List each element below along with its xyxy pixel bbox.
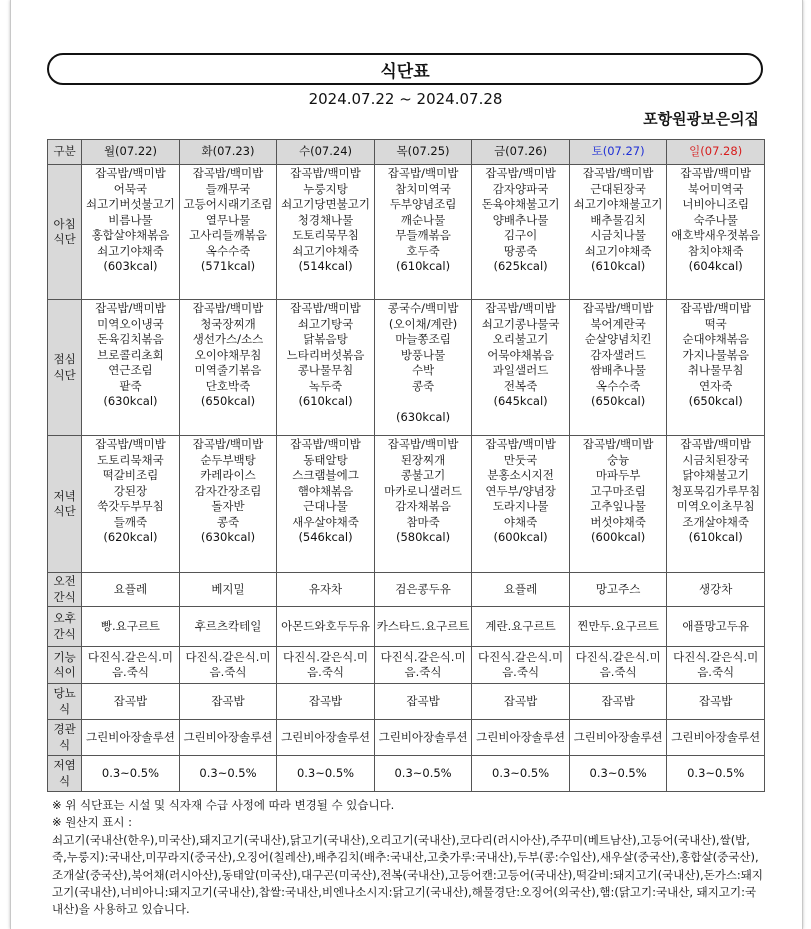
menu-cell: 잡곡밥/백미밥 시금치된장국 닭야채불고기 청포묵김가루무침 미역오이초무침 조개살야채죽 (610kcal)	[667, 436, 765, 573]
row-label-afternoon-snack: 오후 간식	[48, 607, 82, 647]
menu-cell: 잡곡밥/백미밥 동태알탕 스크램블에그 햄야채볶음 근대나물 새우살야채죽 (546kcal)	[277, 436, 375, 573]
menu-cell: 0.3~0.5%	[569, 756, 667, 792]
menu-cell: 잡곡밥/백미밥 누룽지탕 쇠고기당면불고기 청경채나물 도토리묵무침 쇠고기야채죽 (514kcal)	[277, 165, 375, 300]
menu-cell: 잡곡밥/백미밥 들깨무국 고등어시래기조림 열무나물 고사리들깨볶음 옥수수죽 (571kcal)	[179, 165, 277, 300]
menu-cell: 다진식.갈은식.미음.죽식	[472, 647, 570, 684]
menu-cell: 다진식.갈은식.미음.죽식	[569, 647, 667, 684]
menu-cell: 생강차	[667, 573, 765, 607]
menu-cell: 잡곡밥/백미밥 쇠고기탕국 닭볶음탕 느타리버섯볶음 콩나물무침 녹두죽 (610kcal)	[277, 300, 375, 436]
page-title	[47, 53, 763, 85]
row-label-lunch: 점심 식단	[48, 300, 82, 436]
day-header-sun: 일(07.28)	[667, 140, 765, 165]
menu-cell: 잡곡밥/백미밥 청국장찌개 생선가스/소스 오이야채무침 미역줄기볶음 단호박죽 (650kcal)	[179, 300, 277, 436]
table-row-functional-diet	[48, 647, 765, 684]
row-label-tube-feeding: 경관 식	[48, 720, 82, 756]
menu-cell: 콩국수/백미밥 (오이채/계란) 마늘쫑조림 방풍나물 수박 콩죽 (630kcal)	[374, 300, 472, 436]
menu-cell: 잡곡밥/백미밥 어묵국 쇠고기버섯불고기 비름나물 홍합살야채볶음 쇠고기야채죽 (603kcal)	[82, 165, 180, 300]
corner-header: 구분	[48, 140, 82, 165]
menu-cell: 베지밀	[179, 573, 277, 607]
menu-cell: 0.3~0.5%	[179, 756, 277, 792]
menu-cell: 후르츠칵테일	[179, 607, 277, 647]
table-row-breakfast	[48, 165, 765, 300]
origin-text: 쇠고기(국내산(한우),미국산),돼지고기(국내산),닭고기(국내산),오리고기(국내산),코다리(러시아산),주꾸미(베트남산),고등어(국내산),쌀(밥,죽,누룽지):국내산,미꾸라지(중국산),오징어(칠레산),배추김치(배추:국내산,고춧가루:국내산),두부(콩:수입산),새우살(중국산),홍합살(중국산),조개살(중국산),북어채(러시아산),동태알(미국산),대구곤(미국산),전복(국내산),고등어캔:고등어(국내산),떡갈비:돼지고기(국내산),돈가스:돼지고기(국내산),너비아니:돼지고기(국내산),찹쌀:국내산,비엔나소시지:닭고기(국내산),해물경단:오징어(외국산),햄:(닭고기:국내산, 돼지고기:국내산)을 사용하고 있습니다.	[52, 832, 764, 917]
table-row-dinner	[48, 436, 765, 573]
menu-cell: 잡곡밥/백미밥 숭늉 마파두부 고구마조림 고추잎나물 버섯야채죽 (600kcal)	[569, 436, 667, 573]
meal-table	[47, 139, 765, 792]
menu-cell: 잡곡밥/백미밥 도토리묵채국 떡갈비조림 강된장 쑥갓두부무침 들깨죽 (620kcal)	[82, 436, 180, 573]
menu-cell: 계란.요구르트	[472, 607, 570, 647]
menu-cell: 잡곡밥/백미밥 근대된장국 쇠고기야채불고기 배추물김치 시금치나물 쇠고기야채죽 (610kcal)	[569, 165, 667, 300]
facility-name: 포항원광보은의집	[643, 110, 759, 128]
menu-cell: 그린비아장솔루션	[82, 720, 180, 756]
row-label-dinner: 저녁 식단	[48, 436, 82, 573]
row-label-functional-diet: 기능 식이	[48, 647, 82, 684]
row-label-low-sodium: 저염 식	[48, 756, 82, 792]
menu-cell: 0.3~0.5%	[374, 756, 472, 792]
table-row-diabetic-diet	[48, 684, 765, 720]
menu-cell: 잡곡밥	[374, 684, 472, 720]
menu-cell: 0.3~0.5%	[472, 756, 570, 792]
menu-cell: 잡곡밥/백미밥 북어미역국 너비아니조림 숙주나물 애호박새우젓볶음 참치야채죽 (604kcal)	[667, 165, 765, 300]
menu-cell: 잡곡밥	[179, 684, 277, 720]
menu-cell: 유자차	[277, 573, 375, 607]
day-header-tue: 화(07.23)	[179, 140, 277, 165]
menu-cell: 잡곡밥/백미밥 떡국 순대야채볶음 가지나물볶음 취나물무침 연자죽 (650kcal)	[667, 300, 765, 436]
menu-cell: 잡곡밥/백미밥 감자양파국 돈육야채불고기 양배추나물 김구이 땅콩죽 (625kcal)	[472, 165, 570, 300]
menu-cell: 그린비아장솔루션	[569, 720, 667, 756]
menu-cell: 잡곡밥/백미밥 참치미역국 두부양념조림 깨순나물 무들깨볶음 호두죽 (610kcal)	[374, 165, 472, 300]
menu-cell: 잡곡밥/백미밥 쇠고기콩나물국 오리불고기 어묵야채볶음 과일샐러드 전복죽 (645kcal)	[472, 300, 570, 436]
menu-cell: 0.3~0.5%	[82, 756, 180, 792]
menu-cell: 찐만두.요구르트	[569, 607, 667, 647]
menu-cell: 잡곡밥/백미밥 만둣국 분홍소시지전 연두부/양념장 도라지나물 야채죽 (600kcal)	[472, 436, 570, 573]
row-label-morning-snack: 오전 간식	[48, 573, 82, 607]
menu-cell: 빵.요구르트	[82, 607, 180, 647]
menu-cell: 카스타드.요구르트	[374, 607, 472, 647]
menu-cell: 잡곡밥	[667, 684, 765, 720]
menu-cell: 잡곡밥	[569, 684, 667, 720]
menu-cell: 잡곡밥/백미밥 순두부백탕 카레라이스 감자간장조림 돌자반 콩죽 (630kcal)	[179, 436, 277, 573]
menu-cell: 잡곡밥/백미밥 된장찌개 콩불고기 마카로니샐러드 감자채볶음 참마죽 (580kcal)	[374, 436, 472, 573]
menu-cell: 0.3~0.5%	[667, 756, 765, 792]
menu-cell: 다진식.갈은식.미음.죽식	[277, 647, 375, 684]
menu-cell: 그린비아장솔루션	[179, 720, 277, 756]
menu-cell: 다진식.갈은식.미음.죽식	[374, 647, 472, 684]
menu-cell: 그린비아장솔루션	[472, 720, 570, 756]
menu-cell: 요플레	[82, 573, 180, 607]
table-row-tube-feeding	[48, 720, 765, 756]
row-label-breakfast: 아침 식단	[48, 165, 82, 300]
menu-cell: 그린비아장솔루션	[374, 720, 472, 756]
day-header-wed: 수(07.24)	[277, 140, 375, 165]
menu-cell: 0.3~0.5%	[277, 756, 375, 792]
menu-cell: 잡곡밥/백미밥 미역오이냉국 돈육김치볶음 브로콜리초회 연근조림 팥죽 (630kcal)	[82, 300, 180, 436]
menu-cell: 망고주스	[569, 573, 667, 607]
notes-section	[52, 797, 764, 919]
menu-cell: 그린비아장솔루션	[277, 720, 375, 756]
row-label-diabetic-diet: 당뇨 식	[48, 684, 82, 720]
date-range: 2024.07.22 ~ 2024.07.28	[308, 90, 503, 108]
menu-cell: 요플레	[472, 573, 570, 607]
table-row-morning-snack	[48, 573, 765, 607]
origin-heading: ※ 원산지 표시 :	[52, 815, 133, 830]
menu-cell: 잡곡밥/백미밥 북어계란국 순살양념치킨 감자샐러드 쌈배추나물 옥수수죽 (650kcal)	[569, 300, 667, 436]
menu-cell: 잡곡밥	[277, 684, 375, 720]
day-header-mon: 월(07.22)	[82, 140, 180, 165]
change-notice: ※ 위 식단표는 시설 및 식자재 수급 사정에 따라 변경될 수 있습니다.	[52, 798, 395, 812]
menu-cell: 애플망고두유	[667, 607, 765, 647]
table-row-low-sodium	[48, 756, 765, 792]
menu-cell: 다진식.갈은식.미음.죽식	[179, 647, 277, 684]
table-row-afternoon-snack	[48, 607, 765, 647]
menu-cell: 잡곡밥	[472, 684, 570, 720]
menu-cell: 잡곡밥	[82, 684, 180, 720]
title-text: 식단표	[380, 61, 430, 82]
menu-cell: 검은콩두유	[374, 573, 472, 607]
day-header-sat: 토(07.27)	[569, 140, 667, 165]
table-row-lunch	[48, 300, 765, 436]
table-header-row	[48, 140, 765, 165]
menu-cell: 다진식.갈은식.미음.죽식	[667, 647, 765, 684]
day-header-thu: 목(07.25)	[374, 140, 472, 165]
day-header-fri: 금(07.26)	[472, 140, 570, 165]
menu-cell: 아몬드와호두두유	[277, 607, 375, 647]
menu-cell: 그린비아장솔루션	[667, 720, 765, 756]
menu-cell: 다진식.갈은식.미음.죽식	[82, 647, 180, 684]
